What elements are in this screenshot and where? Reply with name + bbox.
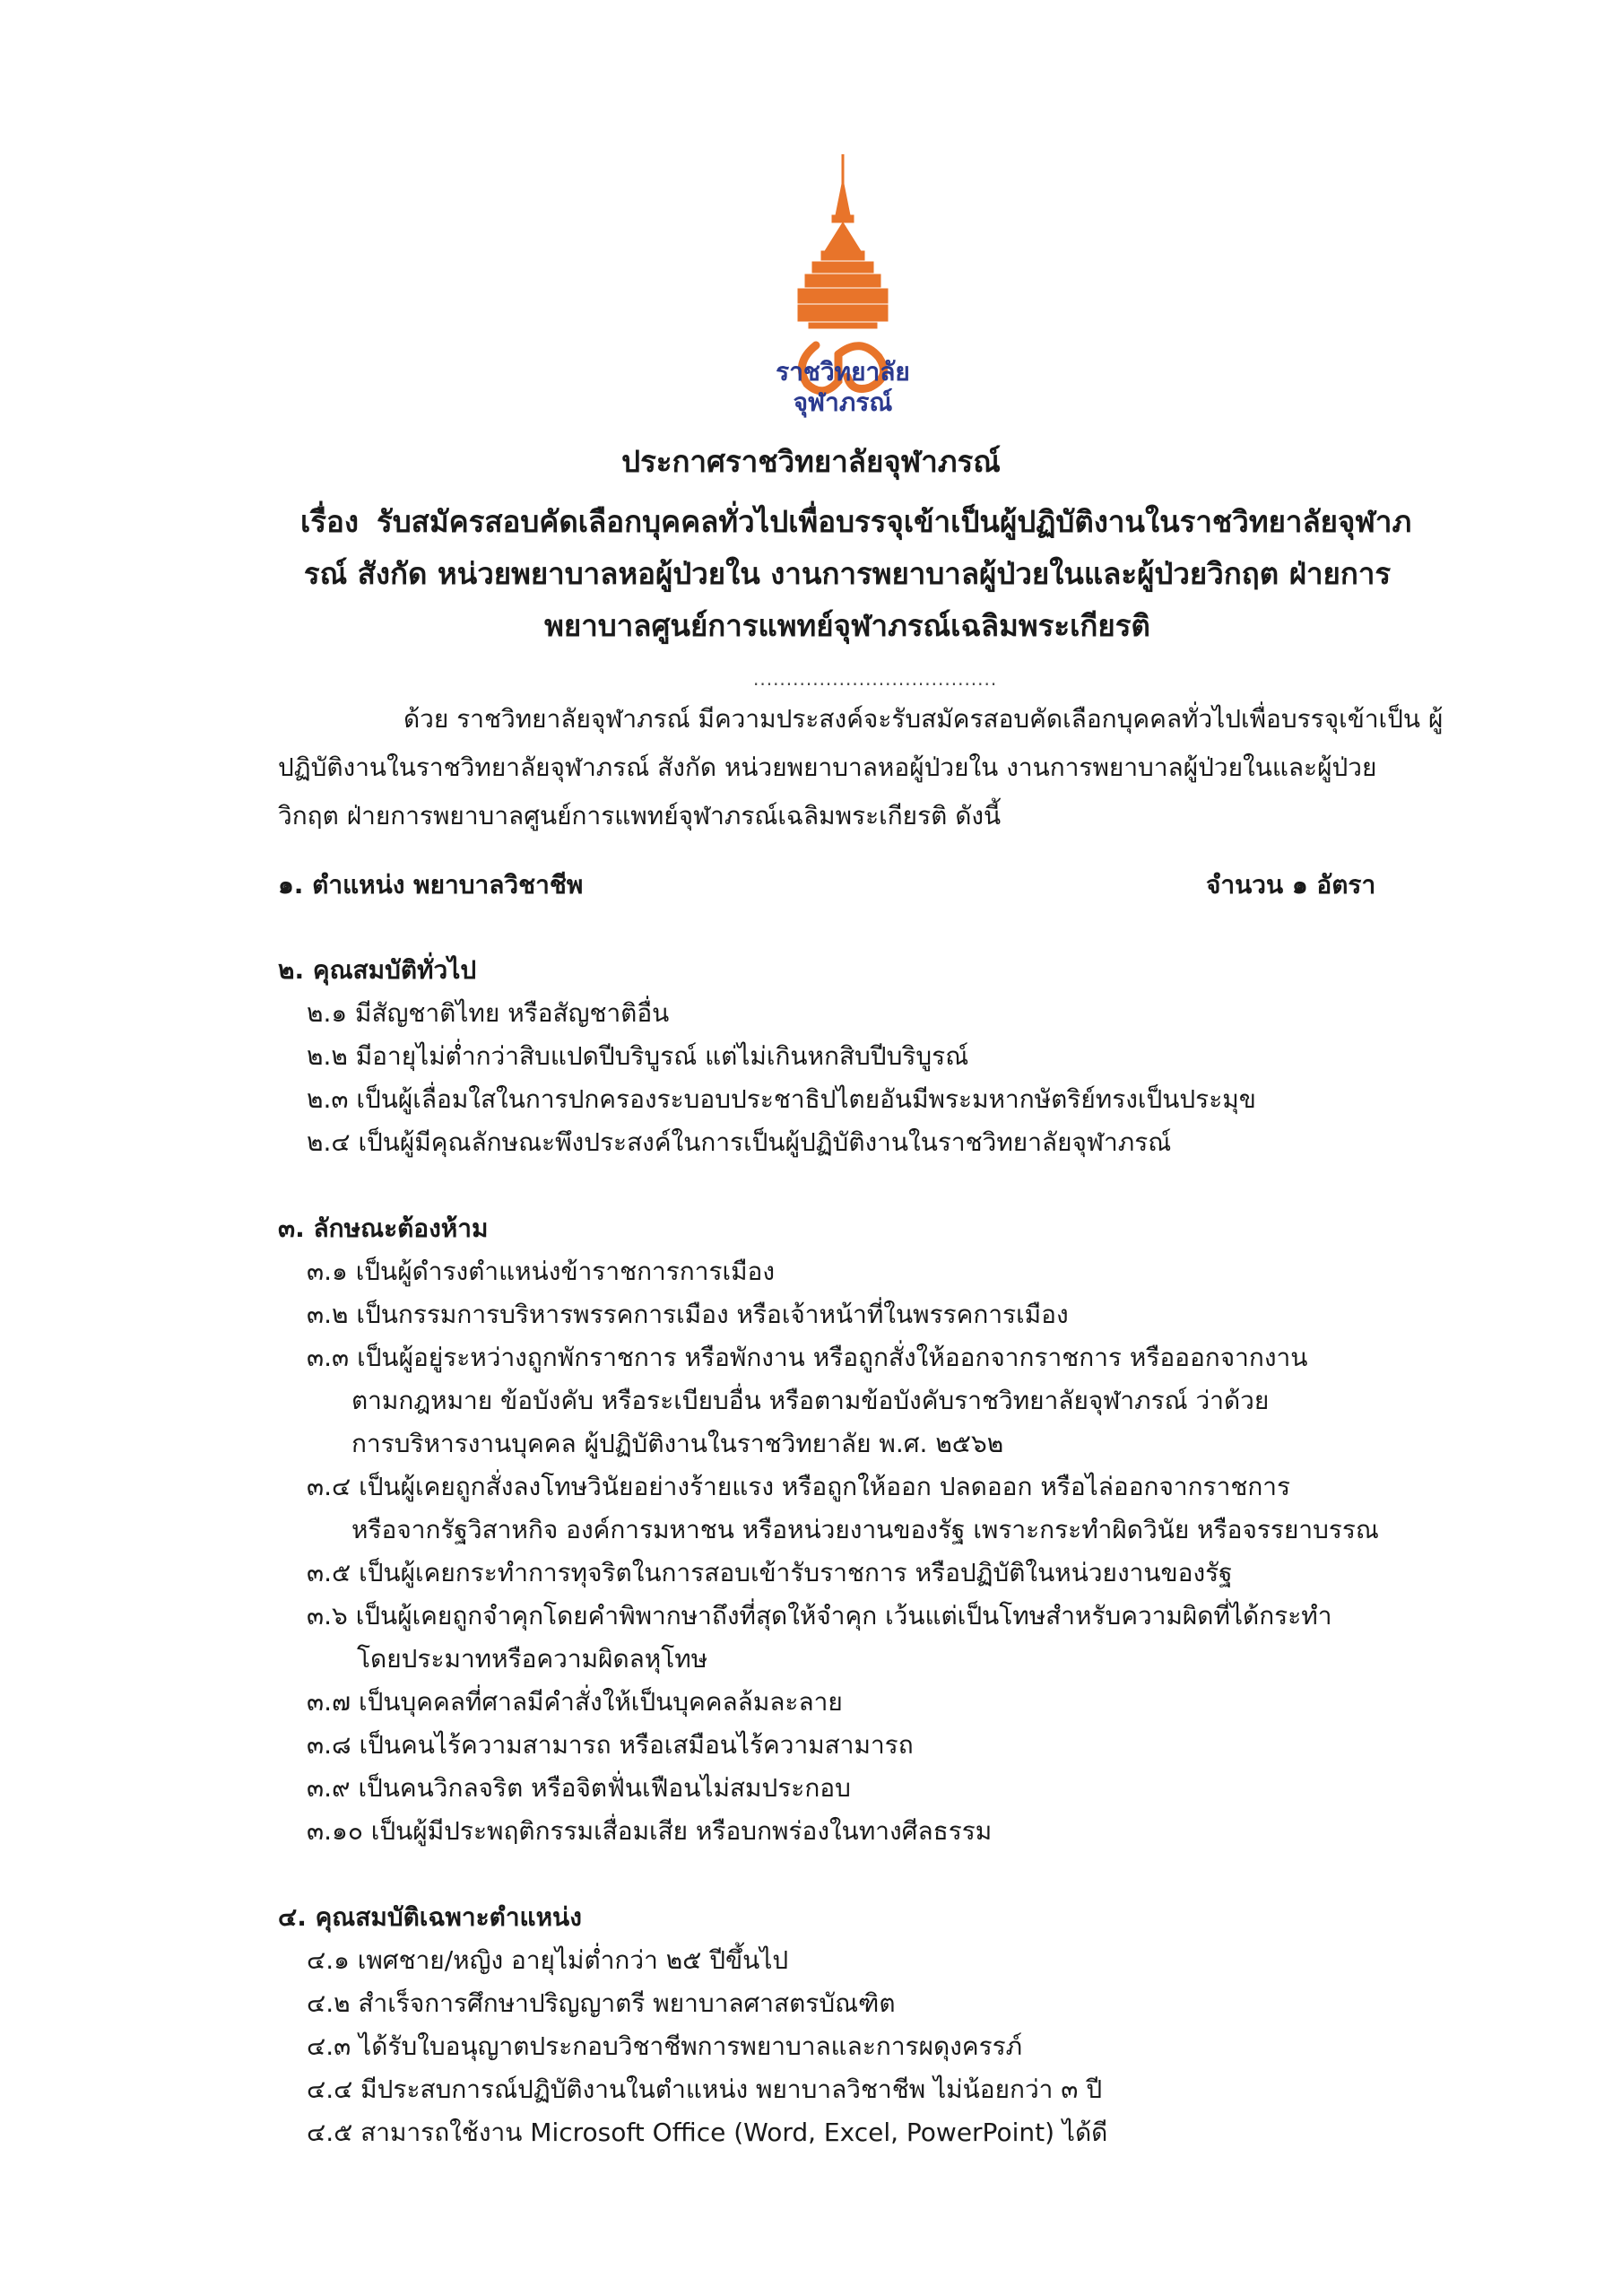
subject-label: เรื่อง <box>300 504 359 539</box>
college-logo <box>753 152 932 430</box>
list-item: ๒.๑ มีสัญชาติไทย หรือสัญชาติอื่น <box>307 998 670 1028</box>
list-item: ๓.๑ เป็นผู้ดำรงตำแหน่งข้าราชการการเมือง <box>307 1257 776 1286</box>
list-item-continued: หรือจากรัฐวิสาหกิจ องค์การมหาชน หรือหน่วยงานของรัฐ เพราะกระทำผิดวินัย หรือจรรยาบรรณ <box>351 1515 1379 1544</box>
list-item-continued: ตามกฎหมาย ข้อบังคับ หรือระเบียบอื่น หรือตามข้อบังคับราชวิทยาลัยจุฬาภรณ์ ว่าด้วย <box>351 1386 1270 1415</box>
subject-line-2: รณ์ สังกัด หน่วยพยาบาลหอผู้ป่วยใน งานการพยาบาลผู้ป่วยในและผู้ป่วยวิกฤต ฝ่ายการ <box>303 556 1392 591</box>
list-item: ๓.๔ เป็นผู้เคยถูกสั่งลงโทษวินัยอย่างร้ายแรง หรือถูกให้ออก ปลดออก หรือไล่ออกจากราชการ <box>307 1472 1291 1501</box>
list-item-continued: การบริหารงานบุคคล ผู้ปฏิบัติงานในราชวิทยาลัย พ.ศ. ๒๕๖๒ <box>351 1429 1004 1458</box>
section-3-heading: ๓. ลักษณะต้องห้าม <box>278 1213 489 1243</box>
logo-line-1: ราชวิทยาลัย <box>776 357 910 387</box>
list-item: ๓.๓ เป็นผู้อยู่ระหว่างถูกพักราชการ หรือพักงาน หรือถูกสั่งให้ออกจากราชการ หรือออกจากงาน <box>307 1343 1308 1372</box>
section-4-heading: ๔. คุณสมบัติเฉพาะตำแหน่ง <box>278 1902 582 1932</box>
logo-line-2: จุฬาภรณ์ <box>793 387 893 417</box>
intro-line-1: ด้วย ราชวิทยาลัยจุฬาภรณ์ มีความประสงค์จะรับสมัครสอบคัดเลือกบุคคลทั่วไปเพื่อบรรจุเข้าเป็น ผู้ <box>403 704 1444 734</box>
list-item: ๔.๔ มีประสบการณ์ปฏิบัติงานในตำแหน่ง พยาบาลวิชาชีพ ไม่น้อยกว่า ๓ ปี <box>307 2074 1103 2104</box>
list-item-continued: โดยประมาทหรือความผิดลหุโทษ <box>357 1644 708 1674</box>
logo-text <box>753 357 932 418</box>
list-item: ๓.๕ เป็นผู้เคยกระทำการทุจริตในการสอบเข้ารับราชการ หรือปฏิบัติในหน่วยงานของรัฐ <box>307 1558 1233 1587</box>
list-item: ๔.๑ เพศชาย/หญิง อายุไม่ต่ำกว่า ๒๕ ปีขึ้นไป <box>307 1945 789 1975</box>
list-item: ๓.๒ เป็นกรรมการบริหารพรรคการเมือง หรือเจ้าหน้าที่ในพรรคการเมือง <box>307 1300 1069 1329</box>
list-item: ๓.๖ เป็นผู้เคยถูกจำคุกโดยคำพิพากษาถึงที่สุดให้จำคุก เว้นแต่เป็นโทษสำหรับความผิดที่ได้กระทำ <box>307 1601 1332 1631</box>
header-divider: ..................................... <box>753 668 998 690</box>
list-item: ๓.๘ เป็นคนไร้ความสามารถ หรือเสมือนไร้ความสามารถ <box>307 1730 914 1760</box>
list-item: ๔.๕ สามารถใช้งาน Microsoft Office (Word, Excel, PowerPoint) ได้ดี <box>307 2118 1108 2147</box>
list-item: ๔.๓ ได้รับใบอนุญาตประกอบวิชาชีพการพยาบาลและการผดุงครรภ์ <box>307 2031 1023 2061</box>
intro-line-3: วิกฤต ฝ่ายการพยาบาลศูนย์การแพทย์จุฬาภรณ์เฉลิมพระเกียรติ ดังนี้ <box>278 801 1002 831</box>
subject-line-1: รับสมัครสอบคัดเลือกบุคคลทั่วไปเพื่อบรรจุเข้าเป็นผู้ปฏิบัติงานในราชวิทยาลัยจุฬาภ <box>377 504 1412 539</box>
list-item: ๒.๓ เป็นผู้เลื่อมใสในการปกครองระบอบประชาธิปไตยอันมีพระมหากษัตริย์ทรงเป็นประมุข <box>307 1084 1256 1114</box>
section-1-heading: ๑. ตำแหน่ง พยาบาลวิชาชีพ <box>278 870 584 900</box>
announcement-title: ประกาศราชวิทยาลัยจุฬาภรณ์ <box>621 444 1001 479</box>
list-item: ๒.๔ เป็นผู้มีคุณลักษณะพึงประสงค์ในการเป็นผู้ปฏิบัติงานในราชวิทยาลัยจุฬาภรณ์ <box>307 1127 1172 1157</box>
list-item: ๓.๑๐ เป็นผู้มีประพฤติกรรมเสื่อมเสีย หรือบกพร่องในทางศีลธรรม <box>307 1816 993 1846</box>
section-2-heading: ๒. คุณสมบัติทั่วไป <box>278 955 477 985</box>
intro-line-2: ปฏิบัติงานในราชวิทยาลัยจุฬาภรณ์ สังกัด หน่วยพยาบาลหอผู้ป่วยใน งานการพยาบาลผู้ป่วยในและผู้ป่วย <box>278 752 1377 782</box>
position-count: จำนวน ๑ อัตรา <box>1206 870 1376 900</box>
list-item: ๓.๙ เป็นคนวิกลจริต หรือจิตฟั่นเฟือนไม่สมประกอบ <box>307 1773 851 1803</box>
list-item: ๔.๒ สำเร็จการศึกษาปริญญาตรี พยาบาลศาสตรบัณฑิต <box>307 1988 896 2018</box>
subject-line-3: พยาบาลศูนย์การแพทย์จุฬาภรณ์เฉลิมพระเกียรติ <box>544 608 1150 643</box>
list-item: ๓.๗ เป็นบุคคลที่ศาลมีคำสั่งให้เป็นบุคคลล้มละลาย <box>307 1687 843 1717</box>
list-item: ๒.๒ มีอายุไม่ต่ำกว่าสิบแปดปีบริบูรณ์ แต่ไม่เกินหกสิบปีบริบูรณ์ <box>307 1041 969 1071</box>
